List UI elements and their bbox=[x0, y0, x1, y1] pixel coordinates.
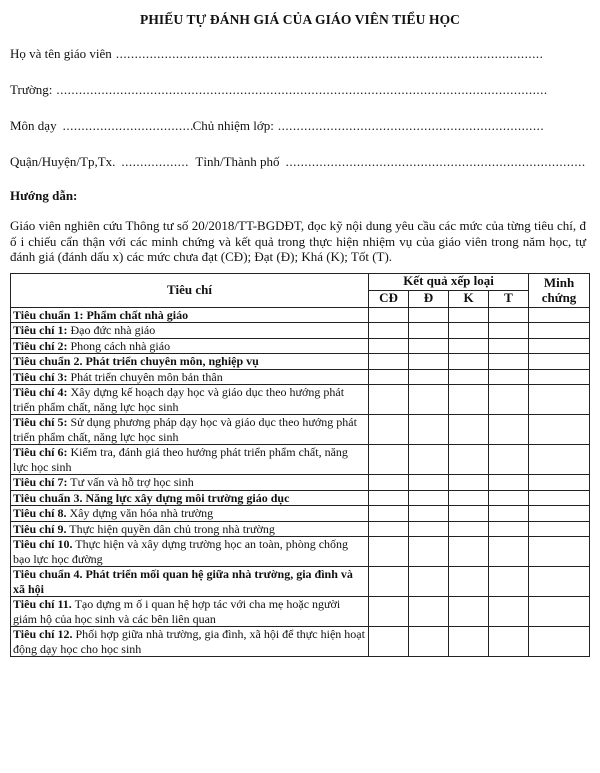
mark-cell-t[interactable] bbox=[489, 521, 529, 537]
mark-cell-cd[interactable] bbox=[369, 475, 409, 491]
mark-cell-d[interactable] bbox=[409, 323, 449, 339]
evidence-cell[interactable] bbox=[529, 385, 590, 415]
criterion-text: Phối hợp giữa nhà trường, gia đình, xã hội để thực hiện hoạt động dạy học cho học sinh bbox=[13, 627, 365, 656]
evidence-cell[interactable] bbox=[529, 627, 590, 657]
teacher-name-field[interactable]: .................................................................................................................. bbox=[115, 46, 544, 61]
criterion-label: Tiêu chí 2: bbox=[13, 338, 68, 353]
mark-cell-t[interactable] bbox=[489, 627, 529, 657]
criterion-cell bbox=[11, 445, 369, 475]
homeroom-label: Chủ nhiệm lớp: bbox=[192, 118, 274, 133]
criterion-label: Tiêu chí 9. bbox=[13, 521, 67, 536]
criterion-label: Tiêu chí 12. bbox=[13, 627, 73, 641]
criterion-cell bbox=[11, 307, 369, 323]
criterion-text: Sử dụng phương pháp dạy học và giáo dục theo hướng phát triển phẩm chất, năng lực học sinh bbox=[13, 415, 357, 444]
criterion-row bbox=[11, 323, 590, 339]
teacher-name-row bbox=[10, 46, 590, 62]
criterion-label: Tiêu chí 8. bbox=[13, 506, 67, 520]
criterion-row bbox=[11, 338, 590, 354]
evidence-cell[interactable] bbox=[529, 490, 590, 506]
criterion-label: Tiêu chí 7: bbox=[13, 475, 68, 489]
criterion-cell bbox=[11, 537, 369, 567]
mark-cell-d[interactable] bbox=[409, 506, 449, 522]
criterion-row bbox=[11, 537, 590, 567]
criterion-text: Phong cách nhà giáo bbox=[67, 338, 171, 353]
mark-cell-t[interactable] bbox=[489, 537, 529, 567]
standard-label: Tiêu chuẩn 2. Phát triển chuyên môn, nghiệp vụ bbox=[13, 354, 259, 368]
criterion-cell bbox=[11, 338, 369, 354]
school-field[interactable]: ................................................................................................................................... bbox=[56, 82, 548, 97]
evidence-cell[interactable] bbox=[529, 323, 590, 339]
mark-cell-k[interactable] bbox=[449, 385, 489, 415]
evidence-cell[interactable] bbox=[529, 537, 590, 567]
header-evidence: Minh chứng bbox=[529, 273, 590, 307]
criterion-row bbox=[11, 627, 590, 657]
mark-cell-k[interactable] bbox=[449, 521, 489, 537]
homeroom-field[interactable]: ....................................................................... bbox=[277, 118, 545, 133]
mark-cell-t[interactable] bbox=[489, 506, 529, 522]
mark-cell-cd[interactable] bbox=[369, 307, 409, 323]
mark-cell-d[interactable] bbox=[409, 369, 449, 385]
criterion-label: Tiêu chí 1: bbox=[13, 323, 68, 337]
header-result: Kết quả xếp loại bbox=[369, 273, 529, 290]
subject-row bbox=[10, 118, 590, 134]
guide-text: Giáo viên nghiên cứu Thông tư số 20/2018/TT-BGDĐT, đọc kỹ nội dung yêu cầu các mức của từng tiêu chí, đ ố i chiếu cẩn thận với các minh chứng và kết quả trong thực hiện nhiệm vụ của giáo viên trong năm học, tự đánh giá (đánh dấu x) các mức chưa đạt (CĐ); Đạt (Đ); Khá (K); Tốt (T). bbox=[10, 218, 586, 264]
mark-cell-t[interactable] bbox=[489, 354, 529, 370]
province-field[interactable]: ................................................................................ bbox=[285, 154, 586, 169]
criterion-cell bbox=[11, 521, 369, 537]
criterion-text: Phát triển chuyên môn bản thân bbox=[67, 369, 223, 384]
form-title: PHIẾU TỰ ĐÁNH GIÁ CỦA GIÁO VIÊN TIỂU HỌC bbox=[139, 12, 461, 27]
mark-cell-t[interactable] bbox=[489, 445, 529, 475]
mark-cell-t[interactable] bbox=[489, 475, 529, 491]
mark-cell-t[interactable] bbox=[489, 338, 529, 354]
criterion-row bbox=[11, 597, 590, 627]
subject-field[interactable]: ................................... bbox=[62, 118, 194, 133]
evidence-cell[interactable] bbox=[529, 445, 590, 475]
mark-cell-k[interactable] bbox=[449, 627, 489, 657]
standard-row bbox=[11, 490, 590, 506]
mark-cell-k[interactable] bbox=[449, 567, 489, 597]
criterion-cell bbox=[11, 490, 369, 506]
mark-cell-d[interactable] bbox=[409, 338, 449, 354]
mark-cell-cd[interactable] bbox=[369, 415, 409, 445]
mark-cell-k[interactable] bbox=[449, 475, 489, 491]
guide-heading: Hướng dẫn: bbox=[10, 188, 78, 203]
evidence-cell[interactable] bbox=[529, 415, 590, 445]
mark-cell-k[interactable] bbox=[449, 537, 489, 567]
header-level-d: Đ bbox=[409, 290, 449, 307]
criterion-cell bbox=[11, 567, 369, 597]
mark-cell-cd[interactable] bbox=[369, 597, 409, 627]
criterion-cell bbox=[11, 627, 369, 657]
criterion-cell bbox=[11, 475, 369, 491]
criterion-label: Tiêu chí 5: bbox=[13, 415, 68, 429]
criterion-label: Tiêu chí 3: bbox=[13, 369, 68, 384]
mark-cell-d[interactable] bbox=[409, 445, 449, 475]
mark-cell-k[interactable] bbox=[449, 445, 489, 475]
criterion-cell bbox=[11, 415, 369, 445]
mark-cell-t[interactable] bbox=[489, 369, 529, 385]
district-row bbox=[10, 154, 590, 170]
mark-cell-d[interactable] bbox=[409, 521, 449, 537]
standard-row bbox=[11, 307, 590, 323]
criterion-label: Tiêu chí 6: bbox=[13, 445, 68, 459]
subject-label: Môn dạy bbox=[10, 118, 57, 133]
criterion-cell bbox=[11, 506, 369, 522]
criterion-cell bbox=[11, 385, 369, 415]
evidence-cell[interactable] bbox=[529, 597, 590, 627]
criterion-cell bbox=[11, 354, 369, 370]
criterion-text: Tạo dựng m ố i quan hệ hợp tác với cha mẹ hoặc người giám hộ của học sinh và các bên liên quan bbox=[13, 597, 341, 626]
evidence-cell[interactable] bbox=[529, 338, 590, 354]
mark-cell-cd[interactable] bbox=[369, 369, 409, 385]
mark-cell-k[interactable] bbox=[449, 597, 489, 627]
mark-cell-k[interactable] bbox=[449, 490, 489, 506]
mark-cell-cd[interactable] bbox=[369, 323, 409, 339]
criterion-label: Tiêu chí 10. bbox=[13, 537, 73, 551]
criterion-label: Tiêu chí 4: bbox=[13, 385, 68, 399]
criterion-text: Thực hiện và xây dựng trường học an toàn, phòng chống bạo lực học đường bbox=[13, 537, 349, 566]
table-body bbox=[11, 307, 590, 657]
mark-cell-d[interactable] bbox=[409, 307, 449, 323]
mark-cell-k[interactable] bbox=[449, 369, 489, 385]
mark-cell-t[interactable] bbox=[489, 415, 529, 445]
mark-cell-d[interactable] bbox=[409, 415, 449, 445]
standard-row bbox=[11, 354, 590, 370]
header-level-t: T bbox=[489, 290, 529, 307]
criterion-text: Tư vấn và hỗ trợ học sinh bbox=[67, 475, 194, 489]
criterion-row bbox=[11, 475, 590, 491]
mark-cell-cd[interactable] bbox=[369, 521, 409, 537]
school-label: Trường: bbox=[10, 82, 53, 97]
mark-cell-cd[interactable] bbox=[369, 385, 409, 415]
mark-cell-k[interactable] bbox=[449, 354, 489, 370]
criterion-cell bbox=[11, 323, 369, 339]
criterion-text: Xây dựng kế hoạch dạy học và giáo dục theo hướng phát triển phẩm chất, năng lực học sinh bbox=[13, 385, 345, 414]
criterion-text: Đạo đức nhà giáo bbox=[67, 323, 156, 337]
criterion-row bbox=[11, 415, 590, 445]
mark-cell-d[interactable] bbox=[409, 567, 449, 597]
evidence-cell[interactable] bbox=[529, 354, 590, 370]
evidence-cell[interactable] bbox=[529, 521, 590, 537]
mark-cell-k[interactable] bbox=[449, 415, 489, 445]
criterion-text: Thực hiện quyền dân chủ trong nhà trường bbox=[66, 521, 275, 536]
province-label: Tỉnh/Thành phố bbox=[195, 154, 280, 169]
mark-cell-k[interactable] bbox=[449, 323, 489, 339]
mark-cell-cd[interactable] bbox=[369, 338, 409, 354]
criterion-row bbox=[11, 506, 590, 522]
header-level-k: K bbox=[449, 290, 489, 307]
header-criteria: Tiêu chí bbox=[11, 273, 369, 307]
criterion-text: Xây dựng văn hóa nhà trường bbox=[66, 506, 214, 520]
standard-label: Tiêu chuẩn 3. Năng lực xây dựng môi trường giáo dục bbox=[13, 490, 290, 505]
criterion-text: Kiểm tra, đánh giá theo hướng phát triển phẩm chất, năng lực học sinh bbox=[13, 445, 348, 474]
criterion-row bbox=[11, 521, 590, 537]
mark-cell-d[interactable] bbox=[409, 475, 449, 491]
evaluation-table bbox=[10, 273, 590, 658]
mark-cell-d[interactable] bbox=[409, 627, 449, 657]
mark-cell-cd[interactable] bbox=[369, 354, 409, 370]
mark-cell-d[interactable] bbox=[409, 537, 449, 567]
mark-cell-k[interactable] bbox=[449, 338, 489, 354]
criterion-row bbox=[11, 385, 590, 415]
criterion-label: Tiêu chí 11. bbox=[13, 597, 72, 611]
mark-cell-cd[interactable] bbox=[369, 627, 409, 657]
mark-cell-t[interactable] bbox=[489, 385, 529, 415]
mark-cell-cd[interactable] bbox=[369, 537, 409, 567]
criterion-cell bbox=[11, 369, 369, 385]
mark-cell-cd[interactable] bbox=[369, 506, 409, 522]
mark-cell-t[interactable] bbox=[489, 567, 529, 597]
header-level-cd: CĐ bbox=[369, 290, 409, 307]
mark-cell-t[interactable] bbox=[489, 307, 529, 323]
evidence-cell[interactable] bbox=[529, 369, 590, 385]
mark-cell-t[interactable] bbox=[489, 490, 529, 506]
mark-cell-cd[interactable] bbox=[369, 567, 409, 597]
mark-cell-cd[interactable] bbox=[369, 445, 409, 475]
evidence-cell[interactable] bbox=[529, 506, 590, 522]
standard-label: Tiêu chuẩn 1: Phẩm chất nhà giáo bbox=[13, 307, 189, 322]
mark-cell-cd[interactable] bbox=[369, 490, 409, 506]
district-label: Quận/Huyện/Tp,Tx. bbox=[10, 154, 116, 169]
teacher-name-label: Họ và tên giáo viên bbox=[10, 46, 112, 61]
evidence-cell[interactable] bbox=[529, 307, 590, 323]
mark-cell-d[interactable] bbox=[409, 354, 449, 370]
mark-cell-d[interactable] bbox=[409, 385, 449, 415]
criterion-row bbox=[11, 445, 590, 475]
standard-label: Tiêu chuẩn 4. Phát triển mối quan hệ giữa nhà trường, gia đình và xã hội bbox=[13, 567, 353, 596]
mark-cell-t[interactable] bbox=[489, 323, 529, 339]
standard-row bbox=[11, 567, 590, 597]
mark-cell-d[interactable] bbox=[409, 490, 449, 506]
mark-cell-t[interactable] bbox=[489, 597, 529, 627]
criterion-cell bbox=[11, 597, 369, 627]
mark-cell-k[interactable] bbox=[449, 506, 489, 522]
criterion-row bbox=[11, 369, 590, 385]
mark-cell-k[interactable] bbox=[449, 307, 489, 323]
evidence-cell[interactable] bbox=[529, 567, 590, 597]
evidence-cell[interactable] bbox=[529, 475, 590, 491]
district-field[interactable]: .................. bbox=[121, 154, 189, 169]
mark-cell-d[interactable] bbox=[409, 597, 449, 627]
school-row bbox=[10, 82, 590, 98]
